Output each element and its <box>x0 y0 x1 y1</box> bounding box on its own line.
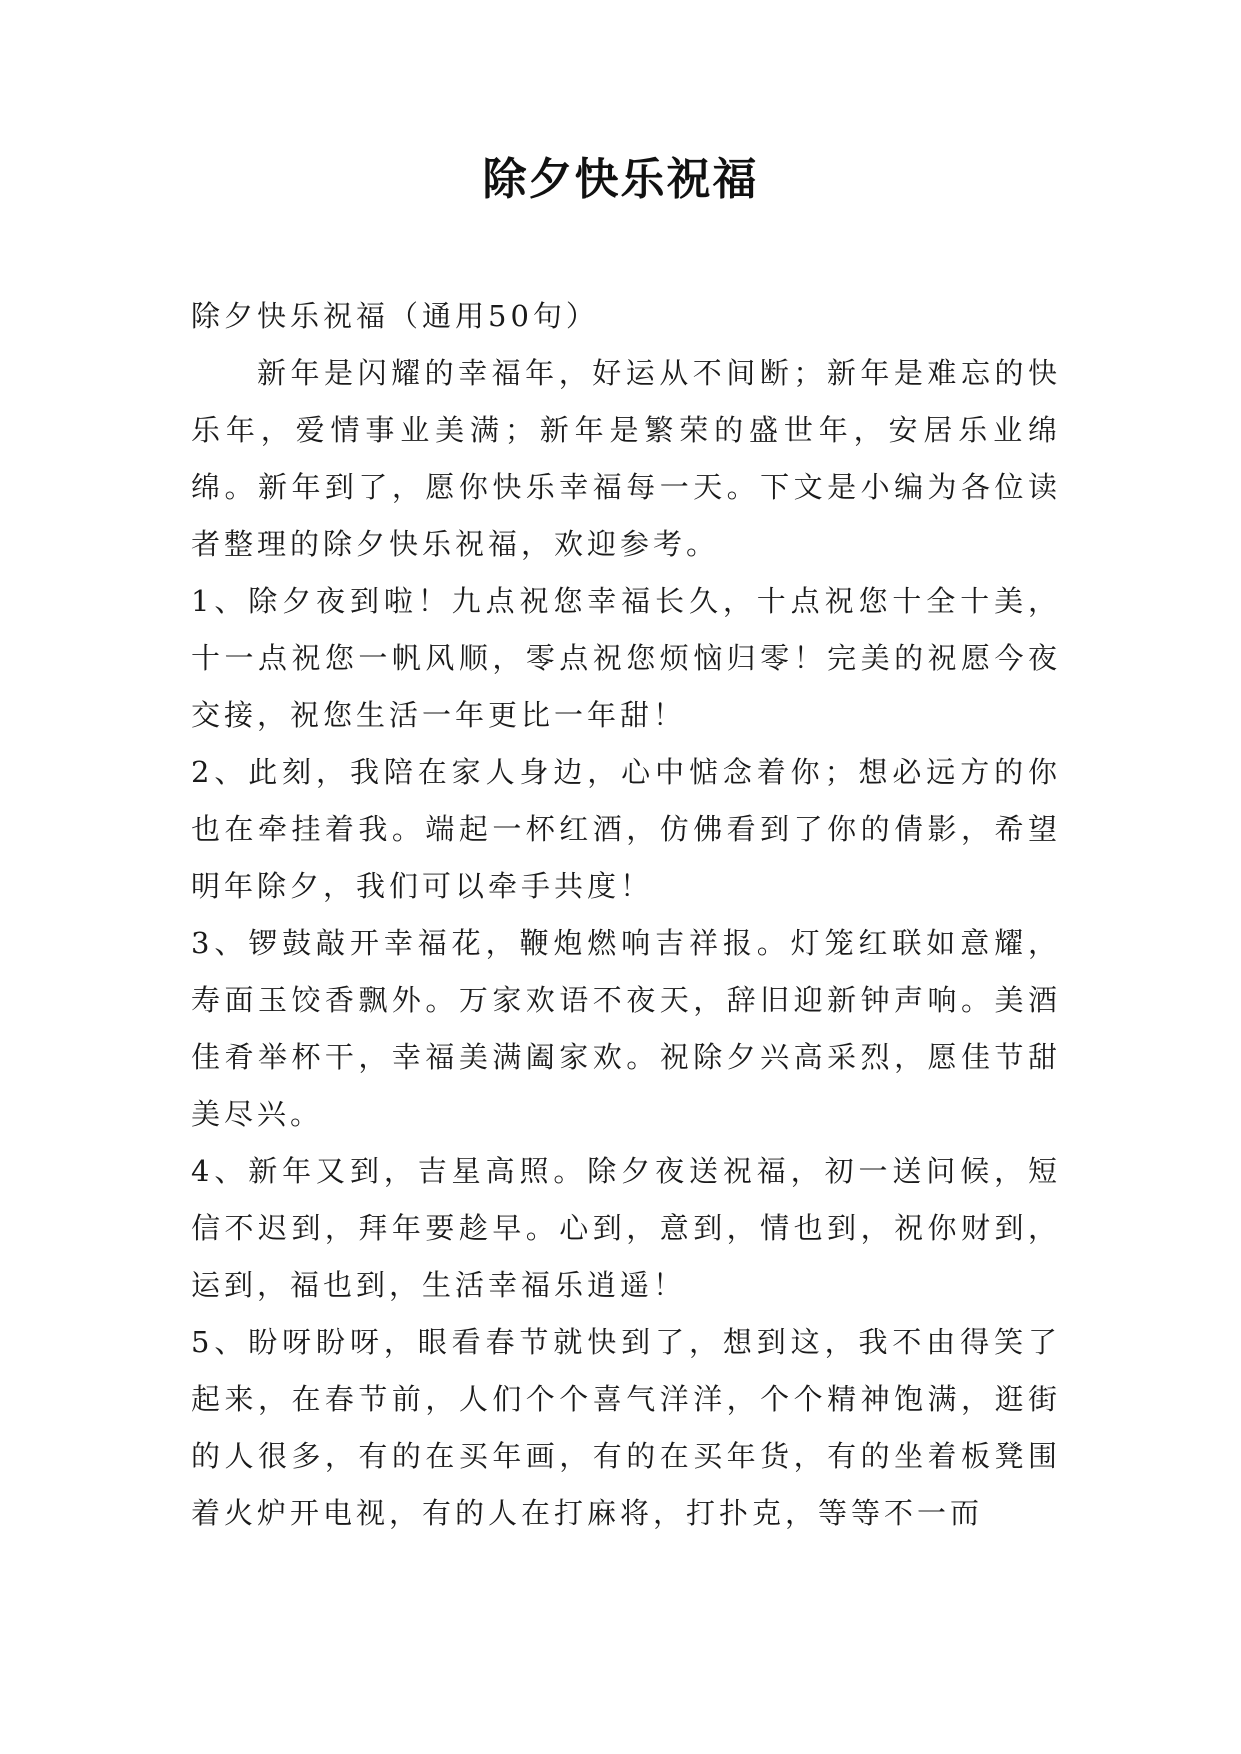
page-title: 除夕快乐祝福 <box>482 154 759 205</box>
blessing-item-3: 3、锣鼓敲开幸福花，鞭炮燃响吉祥报。灯笼红联如意耀，寿面玉饺香飘外。万家欢语不夜天，辞旧迎新钟声响。美酒佳肴举杯干，幸福美满阖家欢。祝除夕兴高采烈，愿佳节甜美尽兴。 <box>191 926 1061 1131</box>
document-subtitle: 除夕快乐祝福（通用50句） <box>191 299 599 333</box>
blessing-item-2: 2、此刻，我陪在家人身边，心中惦念着你；想必远方的你也在牵挂着我。端起一杯红酒，仿佛看到了你的倩影，希望明年除夕，我们可以牵手共度！ <box>191 755 1061 903</box>
intro-paragraph: 新年是闪耀的幸福年，好运从不间断；新年是难忘的快乐年，爱情事业美满；新年是繁荣的盛世年，安居乐业绵绵。新年到了，愿你快乐幸福每一天。下文是小编为各位读者整理的除夕快乐祝福，欢迎参考。 <box>191 356 1061 561</box>
blessing-item-5: 5、盼呀盼呀，眼看春节就快到了，想到这，我不由得笑了起来，在春节前，人们个个喜气洋洋，个个精神饱满，逛街的人很多，有的在买年画，有的在买年货，有的坐着板凳围着火炉开电视，有的人在打麻将，打扑克，等等不一而 <box>191 1325 1061 1530</box>
blessing-item-4: 4、新年又到，吉星高照。除夕夜送祝福，初一送问候，短信不迟到，拜年要趁早。心到，意到，情也到，祝你财到，运到，福也到，生活幸福乐逍遥！ <box>191 1154 1061 1302</box>
blessing-item-1: 1、除夕夜到啦！九点祝您幸福长久，十点祝您十全十美，十一点祝您一帆风顺，零点祝您烦恼归零！完美的祝愿今夜交接，祝您生活一年更比一年甜！ <box>191 584 1061 732</box>
document-body <box>191 288 1061 1542</box>
